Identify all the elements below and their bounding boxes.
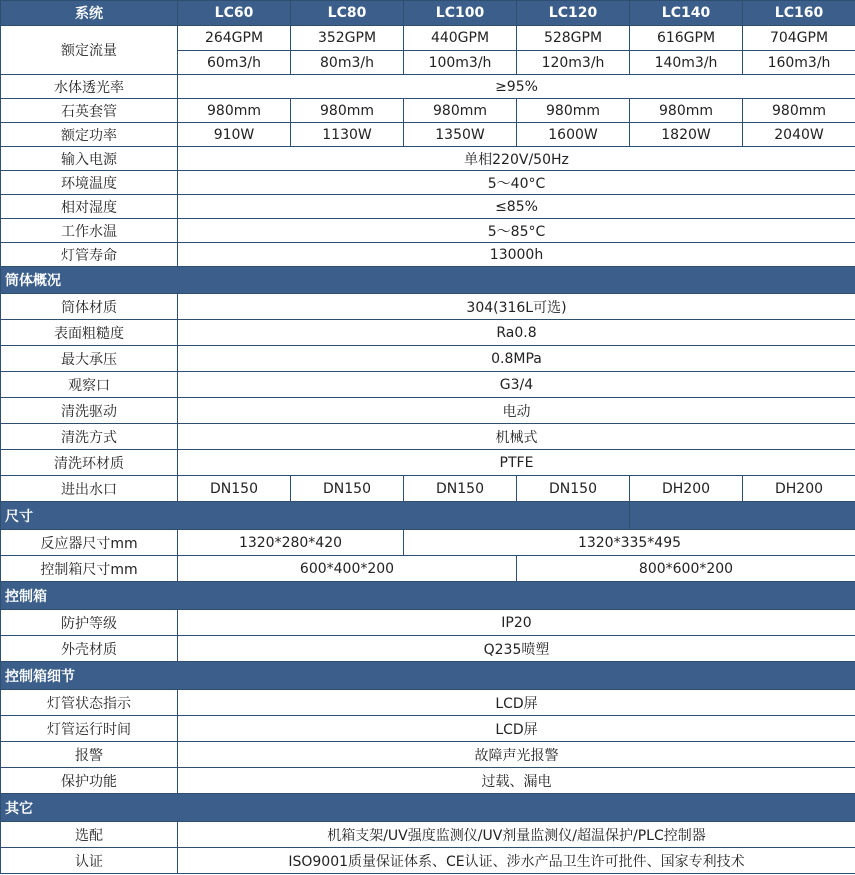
model-lc160: LC160 bbox=[743, 1, 855, 26]
quartz-cell: 980mm bbox=[291, 99, 404, 123]
supply-value: 单相220V/50Hz bbox=[178, 147, 855, 171]
inout-cell: DH200 bbox=[743, 476, 855, 502]
table-row bbox=[1, 690, 855, 716]
table-row bbox=[1, 372, 855, 398]
table-row bbox=[1, 171, 855, 195]
ambient-value: 5～40°C bbox=[178, 171, 855, 195]
table-row bbox=[1, 636, 855, 662]
table-row bbox=[1, 346, 855, 372]
quartz-cell: 980mm bbox=[630, 99, 743, 123]
model-lc100: LC100 bbox=[404, 1, 517, 26]
row-label: 表面粗糙度 bbox=[1, 320, 178, 346]
water-temp-label: 工作水温 bbox=[1, 219, 178, 243]
flow-gpm-cell: 528GPM bbox=[517, 26, 630, 51]
inout-cell: DH200 bbox=[630, 476, 743, 502]
flow-label: 额定流量 bbox=[1, 26, 178, 75]
quartz-cell: 980mm bbox=[178, 99, 291, 123]
quartz-cell: 980mm bbox=[517, 99, 630, 123]
row-label: 最大承压 bbox=[1, 346, 178, 372]
flow-m3h-cell: 160m3/h bbox=[743, 51, 855, 75]
reactor-large: 1320*335*495 bbox=[404, 530, 855, 556]
flow-m3h-cell: 120m3/h bbox=[517, 51, 630, 75]
row-label: 灯管运行时间 bbox=[1, 716, 178, 742]
row-label: 外壳材质 bbox=[1, 636, 178, 662]
table-row bbox=[1, 530, 855, 556]
power-cell: 910W bbox=[178, 123, 291, 147]
power-cell: 1130W bbox=[291, 123, 404, 147]
reactor-small: 1320*280*420 bbox=[178, 530, 404, 556]
row-label: 报警 bbox=[1, 742, 178, 768]
lamp-life-value: 13000h bbox=[178, 243, 855, 267]
power-cell: 1600W bbox=[517, 123, 630, 147]
table-row bbox=[1, 556, 855, 582]
row-label: 防护等级 bbox=[1, 610, 178, 636]
row-label: 保护功能 bbox=[1, 768, 178, 794]
table-row bbox=[1, 822, 855, 848]
table-row bbox=[1, 476, 855, 502]
table-row bbox=[1, 424, 855, 450]
section-title-cylinder: 筒体概况 bbox=[1, 267, 855, 294]
quartz-cell: 980mm bbox=[743, 99, 855, 123]
power-label: 额定功率 bbox=[1, 123, 178, 147]
row-value: 机械式 bbox=[178, 424, 855, 450]
row-value: 0.8MPa bbox=[178, 346, 855, 372]
table-row bbox=[1, 75, 855, 99]
section-title-size: 尺寸 bbox=[1, 502, 630, 530]
inout-cell: DN150 bbox=[517, 476, 630, 502]
table-row bbox=[1, 123, 855, 147]
table-row bbox=[1, 610, 855, 636]
row-value: G3/4 bbox=[178, 372, 855, 398]
table-row bbox=[1, 26, 855, 51]
flow-gpm-cell: 264GPM bbox=[178, 26, 291, 51]
humidity-label: 相对湿度 bbox=[1, 195, 178, 219]
section-title-control-box: 控制箱 bbox=[1, 582, 855, 610]
quartz-label: 石英套管 bbox=[1, 99, 178, 123]
row-label: 清洗方式 bbox=[1, 424, 178, 450]
table-row bbox=[1, 450, 855, 476]
row-value: 故障声光报警 bbox=[178, 742, 855, 768]
row-value: Q235喷塑 bbox=[178, 636, 855, 662]
flow-m3h-cell: 80m3/h bbox=[291, 51, 404, 75]
model-lc120: LC120 bbox=[517, 1, 630, 26]
row-label: 清洗驱动 bbox=[1, 398, 178, 424]
table-row bbox=[1, 147, 855, 171]
supply-label: 输入电源 bbox=[1, 147, 178, 171]
water-temp-value: 5～85°C bbox=[178, 219, 855, 243]
row-value: 304(316L可选) bbox=[178, 294, 855, 320]
reactor-label: 反应器尺寸mm bbox=[1, 530, 178, 556]
table-row bbox=[1, 243, 855, 267]
section-row bbox=[1, 794, 855, 822]
power-cell: 2040W bbox=[743, 123, 855, 147]
row-value: LCD屏 bbox=[178, 690, 855, 716]
row-value: ISO9001质量保证体系、CE认证、涉水产品卫生许可批件、国家专利技术 bbox=[178, 848, 855, 874]
table-row bbox=[1, 716, 855, 742]
flow-gpm-cell: 440GPM bbox=[404, 26, 517, 51]
table-row bbox=[1, 848, 855, 874]
power-cell: 1820W bbox=[630, 123, 743, 147]
transmittance-value: ≥95% bbox=[178, 75, 855, 99]
model-lc80: LC80 bbox=[291, 1, 404, 26]
row-label: 筒体材质 bbox=[1, 294, 178, 320]
section-blank bbox=[630, 502, 855, 530]
quartz-cell: 980mm bbox=[404, 99, 517, 123]
model-lc140: LC140 bbox=[630, 1, 743, 26]
row-label: 选配 bbox=[1, 822, 178, 848]
row-value: 机箱支架/UV强度监测仪/UV剂量监测仪/超温保护/PLC控制器 bbox=[178, 822, 855, 848]
inout-cell: DN150 bbox=[291, 476, 404, 502]
section-row bbox=[1, 502, 855, 530]
box-large: 800*600*200 bbox=[517, 556, 855, 582]
table-row bbox=[1, 320, 855, 346]
row-label: 灯管状态指示 bbox=[1, 690, 178, 716]
inout-label: 进出水口 bbox=[1, 476, 178, 502]
box-label: 控制箱尺寸mm bbox=[1, 556, 178, 582]
flow-gpm-cell: 616GPM bbox=[630, 26, 743, 51]
row-value: LCD屏 bbox=[178, 716, 855, 742]
transmittance-label: 水体透光率 bbox=[1, 75, 178, 99]
section-row bbox=[1, 582, 855, 610]
table-row bbox=[1, 768, 855, 794]
row-label: 清洗环材质 bbox=[1, 450, 178, 476]
flow-m3h-cell: 60m3/h bbox=[178, 51, 291, 75]
row-value: Ra0.8 bbox=[178, 320, 855, 346]
row-value: 过载、漏电 bbox=[178, 768, 855, 794]
row-label: 观察口 bbox=[1, 372, 178, 398]
section-title-control-detail: 控制箱细节 bbox=[1, 662, 855, 690]
flow-gpm-cell: 704GPM bbox=[743, 26, 855, 51]
header-row bbox=[1, 1, 855, 26]
row-value: PTFE bbox=[178, 450, 855, 476]
table-row bbox=[1, 294, 855, 320]
power-cell: 1350W bbox=[404, 123, 517, 147]
table-row bbox=[1, 219, 855, 243]
section-title-other: 其它 bbox=[1, 794, 855, 822]
row-label: 认证 bbox=[1, 848, 178, 874]
table-row bbox=[1, 195, 855, 219]
inout-cell: DN150 bbox=[178, 476, 291, 502]
row-value: 电动 bbox=[178, 398, 855, 424]
lamp-life-label: 灯管寿命 bbox=[1, 243, 178, 267]
flow-m3h-cell: 100m3/h bbox=[404, 51, 517, 75]
flow-m3h-cell: 140m3/h bbox=[630, 51, 743, 75]
box-small: 600*400*200 bbox=[178, 556, 517, 582]
header-label: 系统 bbox=[1, 1, 178, 26]
table-row bbox=[1, 398, 855, 424]
inout-cell: DN150 bbox=[404, 476, 517, 502]
table-row bbox=[1, 742, 855, 768]
section-row bbox=[1, 267, 855, 294]
row-value: IP20 bbox=[178, 610, 855, 636]
humidity-value: ≤85% bbox=[178, 195, 855, 219]
ambient-label: 环境温度 bbox=[1, 171, 178, 195]
model-lc60: LC60 bbox=[178, 1, 291, 26]
table-row bbox=[1, 99, 855, 123]
section-row bbox=[1, 662, 855, 690]
flow-gpm-cell: 352GPM bbox=[291, 26, 404, 51]
